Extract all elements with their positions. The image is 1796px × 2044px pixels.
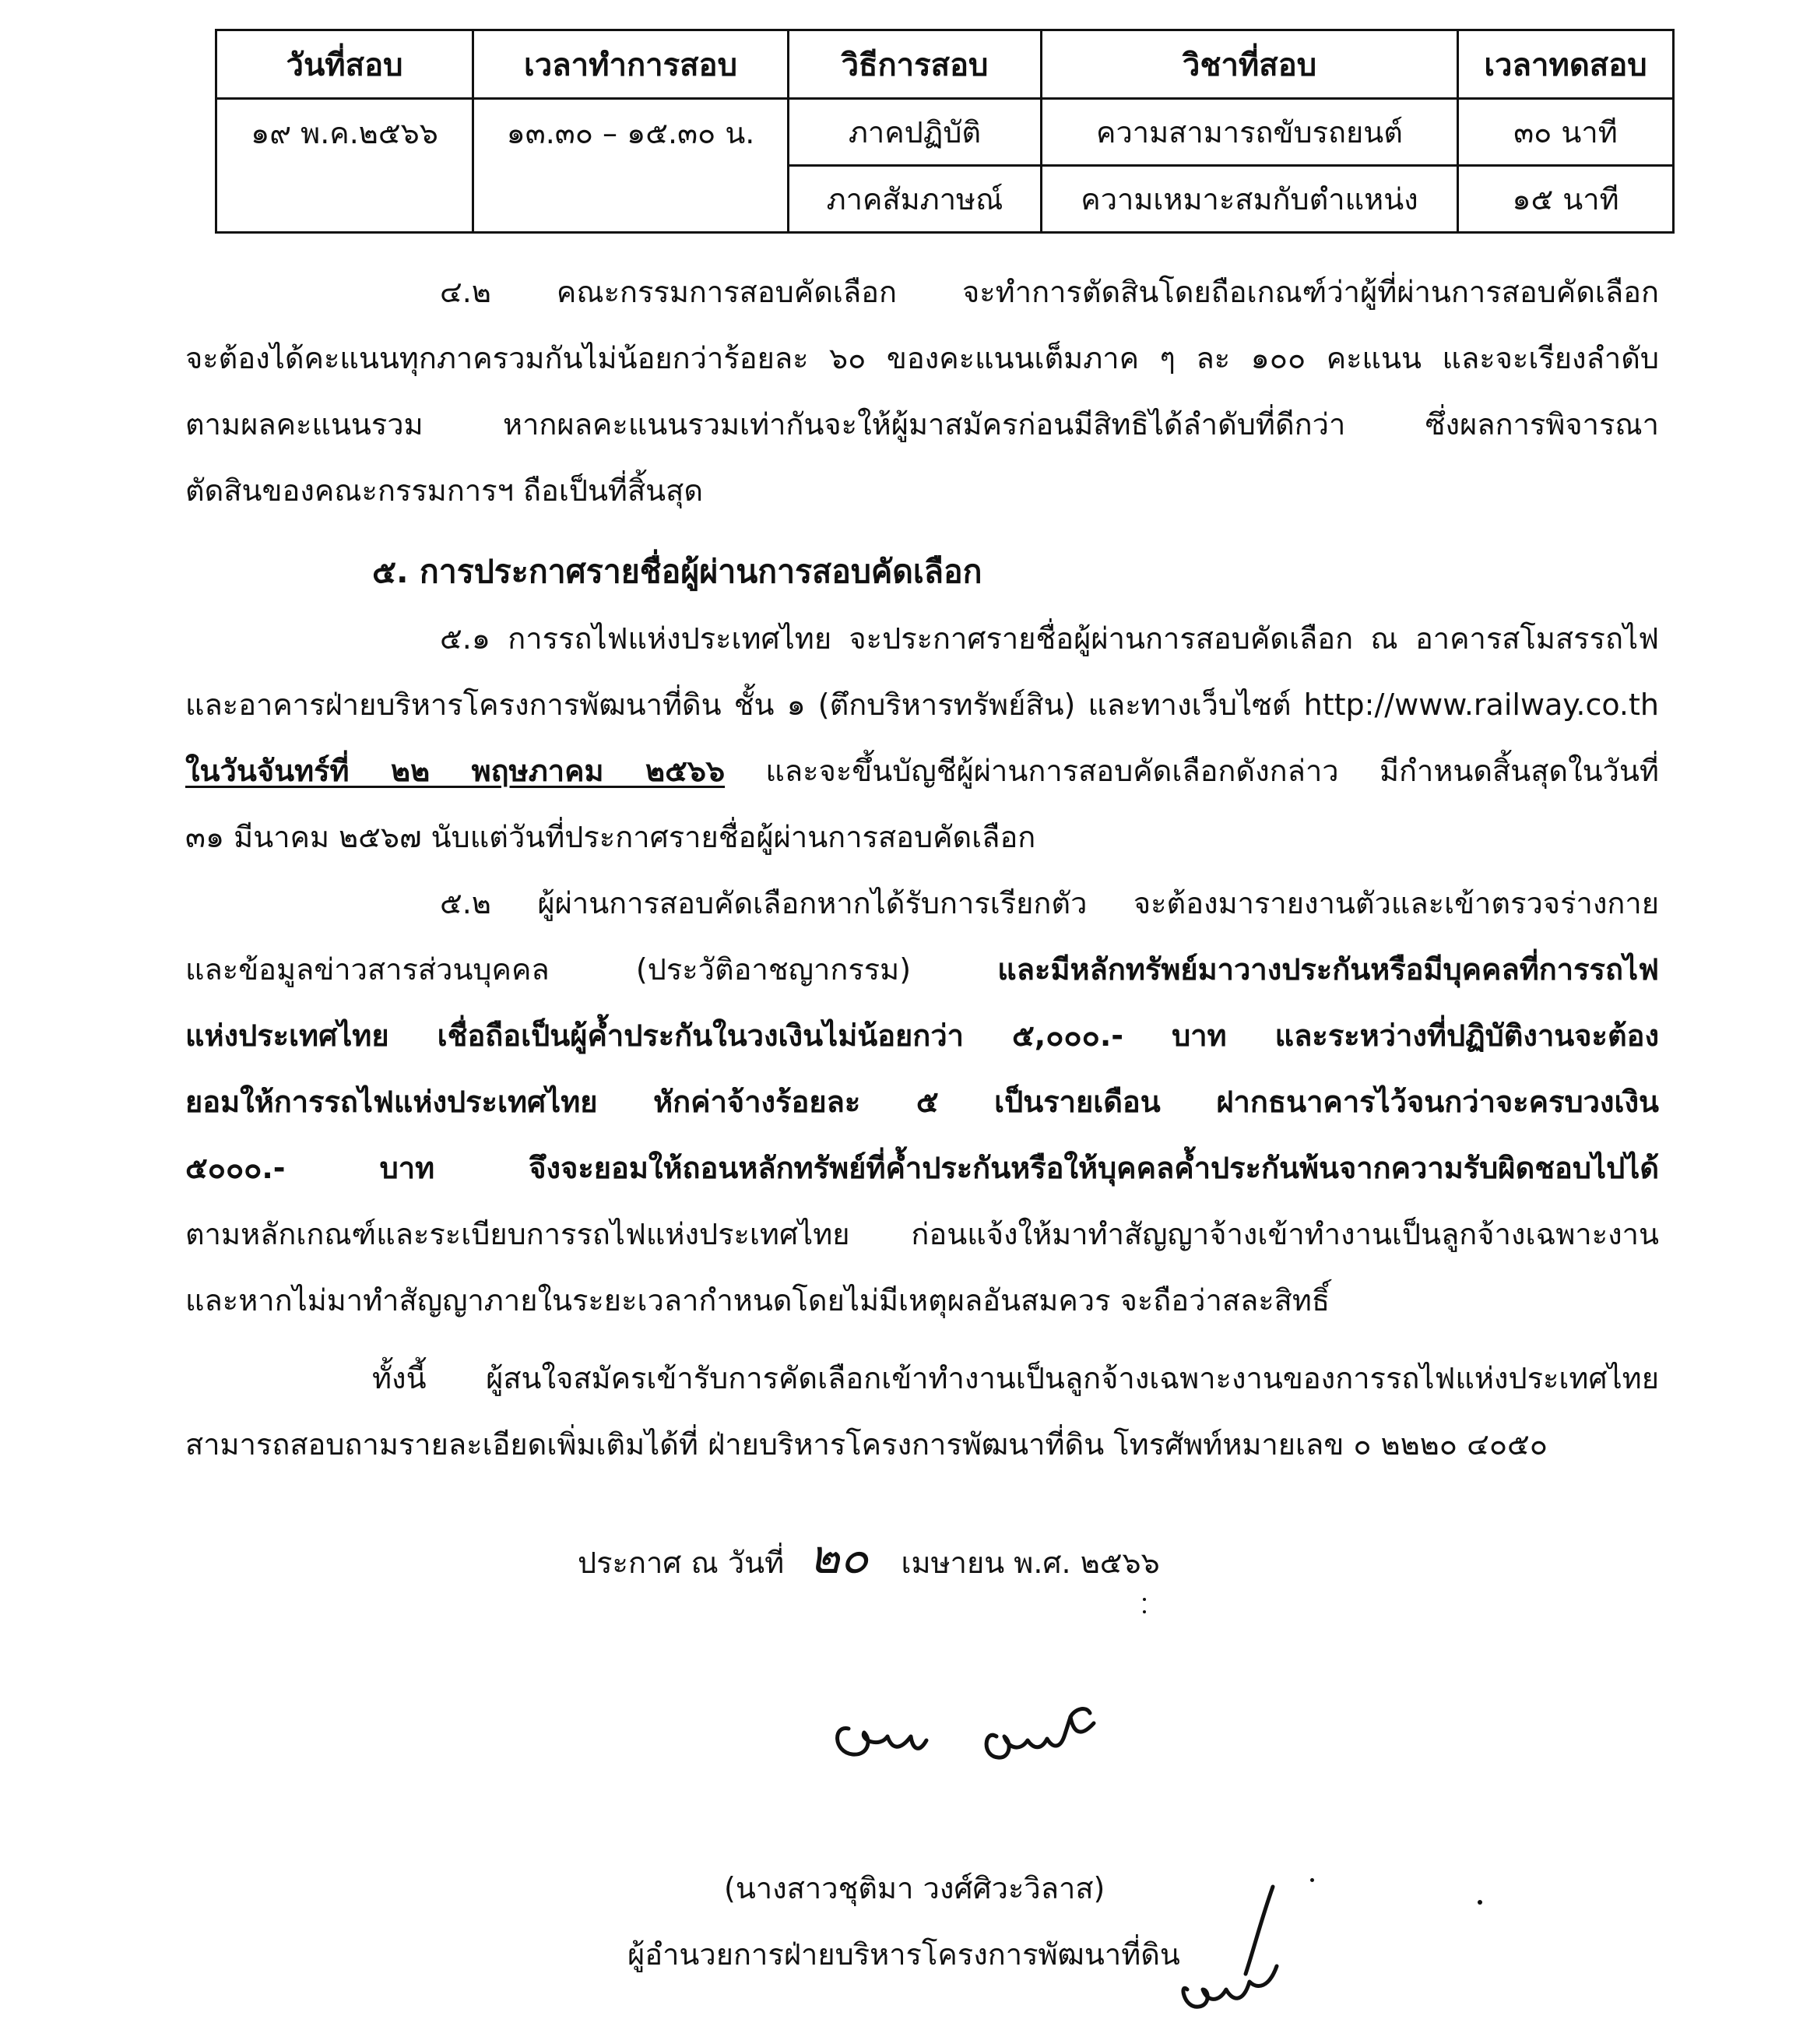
section-5-1-line-4: ๓๑ มีนาคม ๒๕๖๗ นับแต่วันที่ประกาศรายชื่อผู้ผ่านการสอบคัดเลือก bbox=[185, 820, 1036, 854]
method-cell: ภาคปฏิบัติ bbox=[789, 99, 1042, 166]
empty-time-cell bbox=[473, 166, 789, 233]
closing-line-1: ทั้งนี้ ผู้สนใจสมัครเข้ารับการคัดเลือกเข้าทำงานเป็นลูกจ้างเฉพาะงานของการรถไฟแห่งประเทศไทย bbox=[372, 1361, 1659, 1395]
header-exam-date: วันที่สอบ bbox=[216, 30, 473, 99]
section-4-2-line-1: ๔.๒ คณะกรรมการสอบคัดเลือก จะทำการตัดสินโดยถือเกณฑ์ว่าผู้ที่ผ่านการสอบคัดเลือก bbox=[440, 275, 1659, 309]
header-exam-duration: เวลาทดสอบ bbox=[1458, 30, 1674, 99]
dot-mark bbox=[1143, 1610, 1146, 1613]
signature-icon bbox=[825, 1694, 1121, 1779]
empty-date-cell bbox=[216, 166, 473, 233]
section-5-1-line-2: และอาคารฝ่ายบริหารโครงการพัฒนาที่ดิน ชั้น ๑ (ตึกบริหารทรัพย์สิน) และทางเว็บไซต์ http://www.railway.co.th bbox=[185, 688, 1659, 722]
method-cell: ภาคสัมภาษณ์ bbox=[789, 166, 1042, 233]
section-5-2-line-7: และหากไม่มาทำสัญญาภายในระยะเวลากำหนดโดยไม่มีเหตุผลอันสมควร จะถือว่าสละสิทธิ์ bbox=[185, 1283, 1330, 1318]
section-5-heading: ๕. การประกาศรายชื่อผู้ผ่านการสอบคัดเลือก bbox=[372, 553, 982, 590]
section-5-2-line-6: ตามหลักเกณฑ์และระเบียบการรถไฟแห่งประเทศไทย ก่อนแจ้งให้มาทำสัญญาจ้างเข้าทำงานเป็นลูกจ้างเฉพาะงาน bbox=[185, 1217, 1659, 1251]
table-header-row bbox=[216, 30, 1674, 99]
exam-time-cell: ๑๓.๓๐ – ๑๕.๓๐ น. bbox=[473, 99, 789, 166]
section-4-2-line-3: ตามผลคะแนนรวม หากผลคะแนนรวมเท่ากันจะให้ผู้มาสมัครก่อนมีสิทธิได้ลำดับที่ดีกว่า ซึ่งผลการพิจารณา bbox=[185, 407, 1659, 442]
dot-mark bbox=[1310, 1878, 1314, 1882]
section-4-2-line-4: ตัดสินของคณะกรรมการฯ ถือเป็นที่สิ้นสุด bbox=[185, 473, 704, 508]
header-exam-method: วิธีการสอบ bbox=[789, 30, 1042, 99]
section-5-1-line-1: ๕.๑ การรถไฟแห่งประเทศไทย จะประกาศรายชื่อผู้ผ่านการสอบคัดเลือก ณ อาคารสโมสรรถไฟ bbox=[440, 621, 1659, 656]
section-4-2-line-2: จะต้องได้คะแนนทุกภาครวมกันไม่น้อยกว่าร้อยละ ๖๐ ของคะแนนเต็มภาค ๆ ละ ๑๐๐ คะแนน และจะเรียงลำดับ bbox=[185, 341, 1659, 375]
dot-mark bbox=[1478, 1900, 1482, 1905]
subject-cell: ความสามารถขับรถยนต์ bbox=[1042, 99, 1458, 166]
dot-mark bbox=[1143, 1598, 1146, 1601]
header-exam-time: เวลาทำการสอบ bbox=[473, 30, 789, 99]
section-5-2-line-5: ๕๐๐๐.- บาท จึงจะยอมให้ถอนหลักทรัพย์ที่ค้ำประกันหรือให้บุคคลค้ำประกันพ้นจากความรับผิดชอบไปได้ bbox=[185, 1151, 1659, 1185]
section-5-2-line-3: แห่งประเทศไทย เชื่อถือเป็นผู้ค้ำประกันในวงเงินไม่น้อยกว่า ๕,๐๐๐.- บาท และระหว่างที่ปฏิบัติงานจะต้อง bbox=[185, 1018, 1659, 1053]
table-row bbox=[216, 99, 1674, 166]
duration-cell: ๓๐ นาที bbox=[1458, 99, 1674, 166]
table-row bbox=[216, 166, 1674, 233]
section-5-1-line-3-rest: และจะขึ้นบัญชีผู้ผ่านการสอบคัดเลือกดังกล่าว มีกำหนดสิ้นสุดในวันที่ bbox=[725, 754, 1659, 788]
announcement-date-underlined: ในวันจันทร์ที่ ๒๒ พฤษภาคม ๒๕๖๖ bbox=[185, 754, 726, 788]
subject-cell: ความเหมาะสมกับตำแหน่ง bbox=[1042, 166, 1458, 233]
section-5-1-line-3 bbox=[185, 751, 1659, 790]
signatory-name: (นางสาวชุติมา วงศ์ศิวะวิลาส) bbox=[724, 1871, 1105, 1905]
section-5-2-line-1: ๕.๒ ผู้ผ่านการสอบคัดเลือกหากได้รับการเรียกตัว จะต้องมารายงานตัวและเข้าตรวจร่างกาย bbox=[440, 886, 1659, 920]
section-5-2-line-4: ยอมให้การรถไฟแห่งประเทศไทย หักค่าจ้างร้อยละ ๕ เป็นรายเดือน ฝากธนาคารไว้จนกว่าจะครบวงเงิน bbox=[185, 1085, 1659, 1119]
duration-cell: ๑๕ นาที bbox=[1458, 166, 1674, 233]
section-5-2-line-2-bold: และมีหลักทรัพย์มาวางประกันหรือมีบุคคลที่การรถไฟ bbox=[997, 952, 1659, 987]
section-5-2-line-2-normal: และข้อมูลข่าวสารส่วนบุคคล (ประวัติอาชญากรรม) bbox=[185, 952, 998, 987]
announcement-prefix: ประกาศ ณ วันที่ bbox=[578, 1546, 785, 1580]
initials-signature-icon bbox=[1172, 1873, 1312, 2021]
signatory-title: ผู้อำนวยการฝ่ายบริหารโครงการพัฒนาที่ดิน bbox=[627, 1937, 1180, 1972]
exam-schedule-table bbox=[215, 29, 1675, 234]
closing-line-2: สามารถสอบถามรายละเอียดเพิ่มเติมได้ที่ ฝ่ายบริหารโครงการพัฒนาที่ดิน โทรศัพท์หมายเลข ๐ ๒๒๒๐ ๔๐๕๐ bbox=[185, 1427, 1548, 1462]
header-exam-subject: วิชาที่สอบ bbox=[1042, 30, 1458, 99]
announcement-date bbox=[578, 1530, 1160, 1585]
announcement-suffix: เมษายน พ.ศ. ๒๕๖๖ bbox=[901, 1546, 1160, 1580]
section-5-2-line-2 bbox=[185, 950, 1659, 989]
announcement-day-handwritten: ๒๐ bbox=[809, 1530, 869, 1585]
exam-date-cell: ๑๙ พ.ค.๒๕๖๖ bbox=[216, 99, 473, 166]
